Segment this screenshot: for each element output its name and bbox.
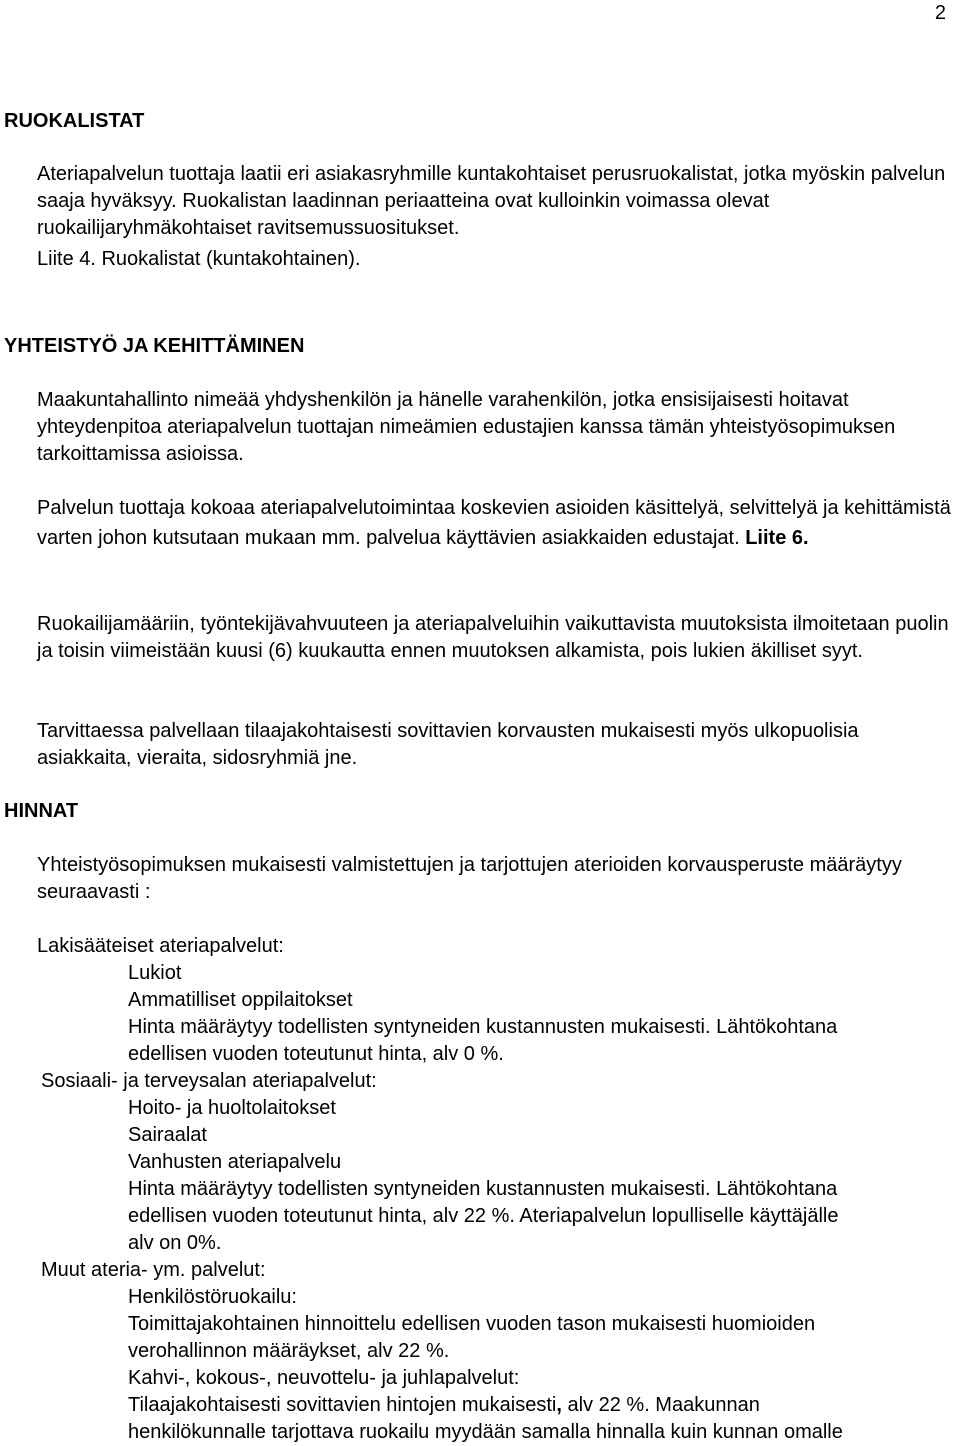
yhteistyo-paragraph-1: Maakuntahallinto nimeää yhdyshenkilön ja hänelle varahenkilön, jotka ensisijaisesti hoitavat yhteydenpitoa ateriapalvelun tuottajan nimeämien edustajien kanssa tämän yhteistyösopimuksen tarkoittamissa asioissa. [37, 389, 896, 465]
ruokalistat-paragraph: Ateriapalvelun tuottaja laatii eri asiakasryhmille kuntakohtaiset perusruokalistat, jotka myöskin palvelun saaja hyväksyy. Ruokalistan laadinnan periaatteina ovat kulloinkin voimassa olevat ruokailijaryhmäkohtaiset ravitsemussuositukset. [37, 163, 946, 239]
section-title-ruokalistat: RUOKALISTAT [4, 110, 145, 132]
category-item-text: alv 22 %. Maakunnan [561, 1394, 760, 1416]
category-item: Henkilöstöruokailu: [128, 1286, 297, 1308]
category-item: edellisen vuoden toteutunut hinta, alv 22 %. Ateriapalvelun lopulliselle käyttäjälle [128, 1205, 839, 1227]
ruokalistat-appendix: Liite 4. Ruokalistat (kuntakohtainen). [37, 248, 361, 270]
category-item: alv on 0%. [128, 1232, 222, 1254]
section-title-yhteistyo: YHTEISTYÖ JA KEHITTÄMINEN [4, 335, 305, 357]
hinnat-intro: Yhteistyösopimuksen mukaisesti valmistettujen ja tarjottujen aterioiden korvausperuste määräytyy seuraavasti : [37, 854, 902, 903]
category-item: henkilökunnalle tarjottava ruokailu myydään samalla hinnalla kuin kunnan omalle [128, 1421, 843, 1443]
category-item: Toimittajakohtainen hinnoittelu edellisen vuoden tason mukaisesti huomioiden [128, 1313, 816, 1335]
yhteistyo-paragraph-4: Tarvittaessa palvellaan tilaajakohtaisesti sovittavien korvausten mukaisesti myös ulkopuolisia asiakkaita, vieraita, sidosryhmiä jne. [37, 720, 859, 769]
category-item: Sairaalat [128, 1124, 207, 1146]
category-item: Hoito- ja huoltolaitokset [128, 1097, 336, 1119]
category-item: Ammatilliset oppilaitokset [128, 989, 353, 1011]
category-label-muut: Muut ateria- ym. palvelut: [41, 1259, 266, 1281]
appendix-reference: Liite 6. [745, 527, 809, 549]
category-item: Vanhusten ateriapalvelu [128, 1151, 342, 1173]
price-category-list [37, 933, 960, 1446]
page-number: 2 [934, 2, 946, 24]
category-item: Hinta määräytyy todellisten syntyneiden kustannusten mukaisesti. Lähtökohtana [128, 1016, 838, 1038]
category-item: edellisen vuoden toteutunut hinta, alv 0 %. [128, 1043, 504, 1065]
category-item: verohallinnon määräykset, alv 22 %. [128, 1340, 450, 1362]
category-item-comma: , [556, 1394, 562, 1416]
category-item: Hinta määräytyy todellisten syntyneiden kustannusten mukaisesti. Lähtökohtana [128, 1178, 838, 1200]
category-item [37, 1392, 960, 1419]
section-title-hinnat: HINNAT [4, 800, 79, 822]
category-label-sosiaali-terveys: Sosiaali- ja terveysalan ateriapalvelut: [41, 1070, 377, 1092]
yhteistyo-paragraph-3: Ruokailijamääriin, työntekijävahvuuteen ja ateriapalveluihin vaikuttavista muutoksista ilmoitetaan puolin ja toisin viimeistään kuusi (6) kuukautta ennen muutoksen alkamista, pois lukien äkilliset syyt. [37, 613, 949, 662]
yhteistyo-paragraph-2-text: Palvelun tuottaja kokoaa ateriapalvelutoimintaa koskevien asioiden käsittelyä, selvittelyä ja kehittämistä varten johon kutsutaan mukaan mm. palvelua käyttävien asiakkaiden edustajat. [37, 497, 951, 549]
category-item: Kahvi-, kokous-, neuvottelu- ja juhlapalvelut: [128, 1367, 520, 1389]
category-item-text: Tilaajakohtaisesti sovittavien hintojen mukaisesti [128, 1394, 557, 1416]
category-item: Lukiot [128, 962, 182, 984]
yhteistyo-paragraph-2 [37, 493, 957, 553]
category-label-lakisaateiset: Lakisääteiset ateriapalvelut: [37, 935, 284, 957]
